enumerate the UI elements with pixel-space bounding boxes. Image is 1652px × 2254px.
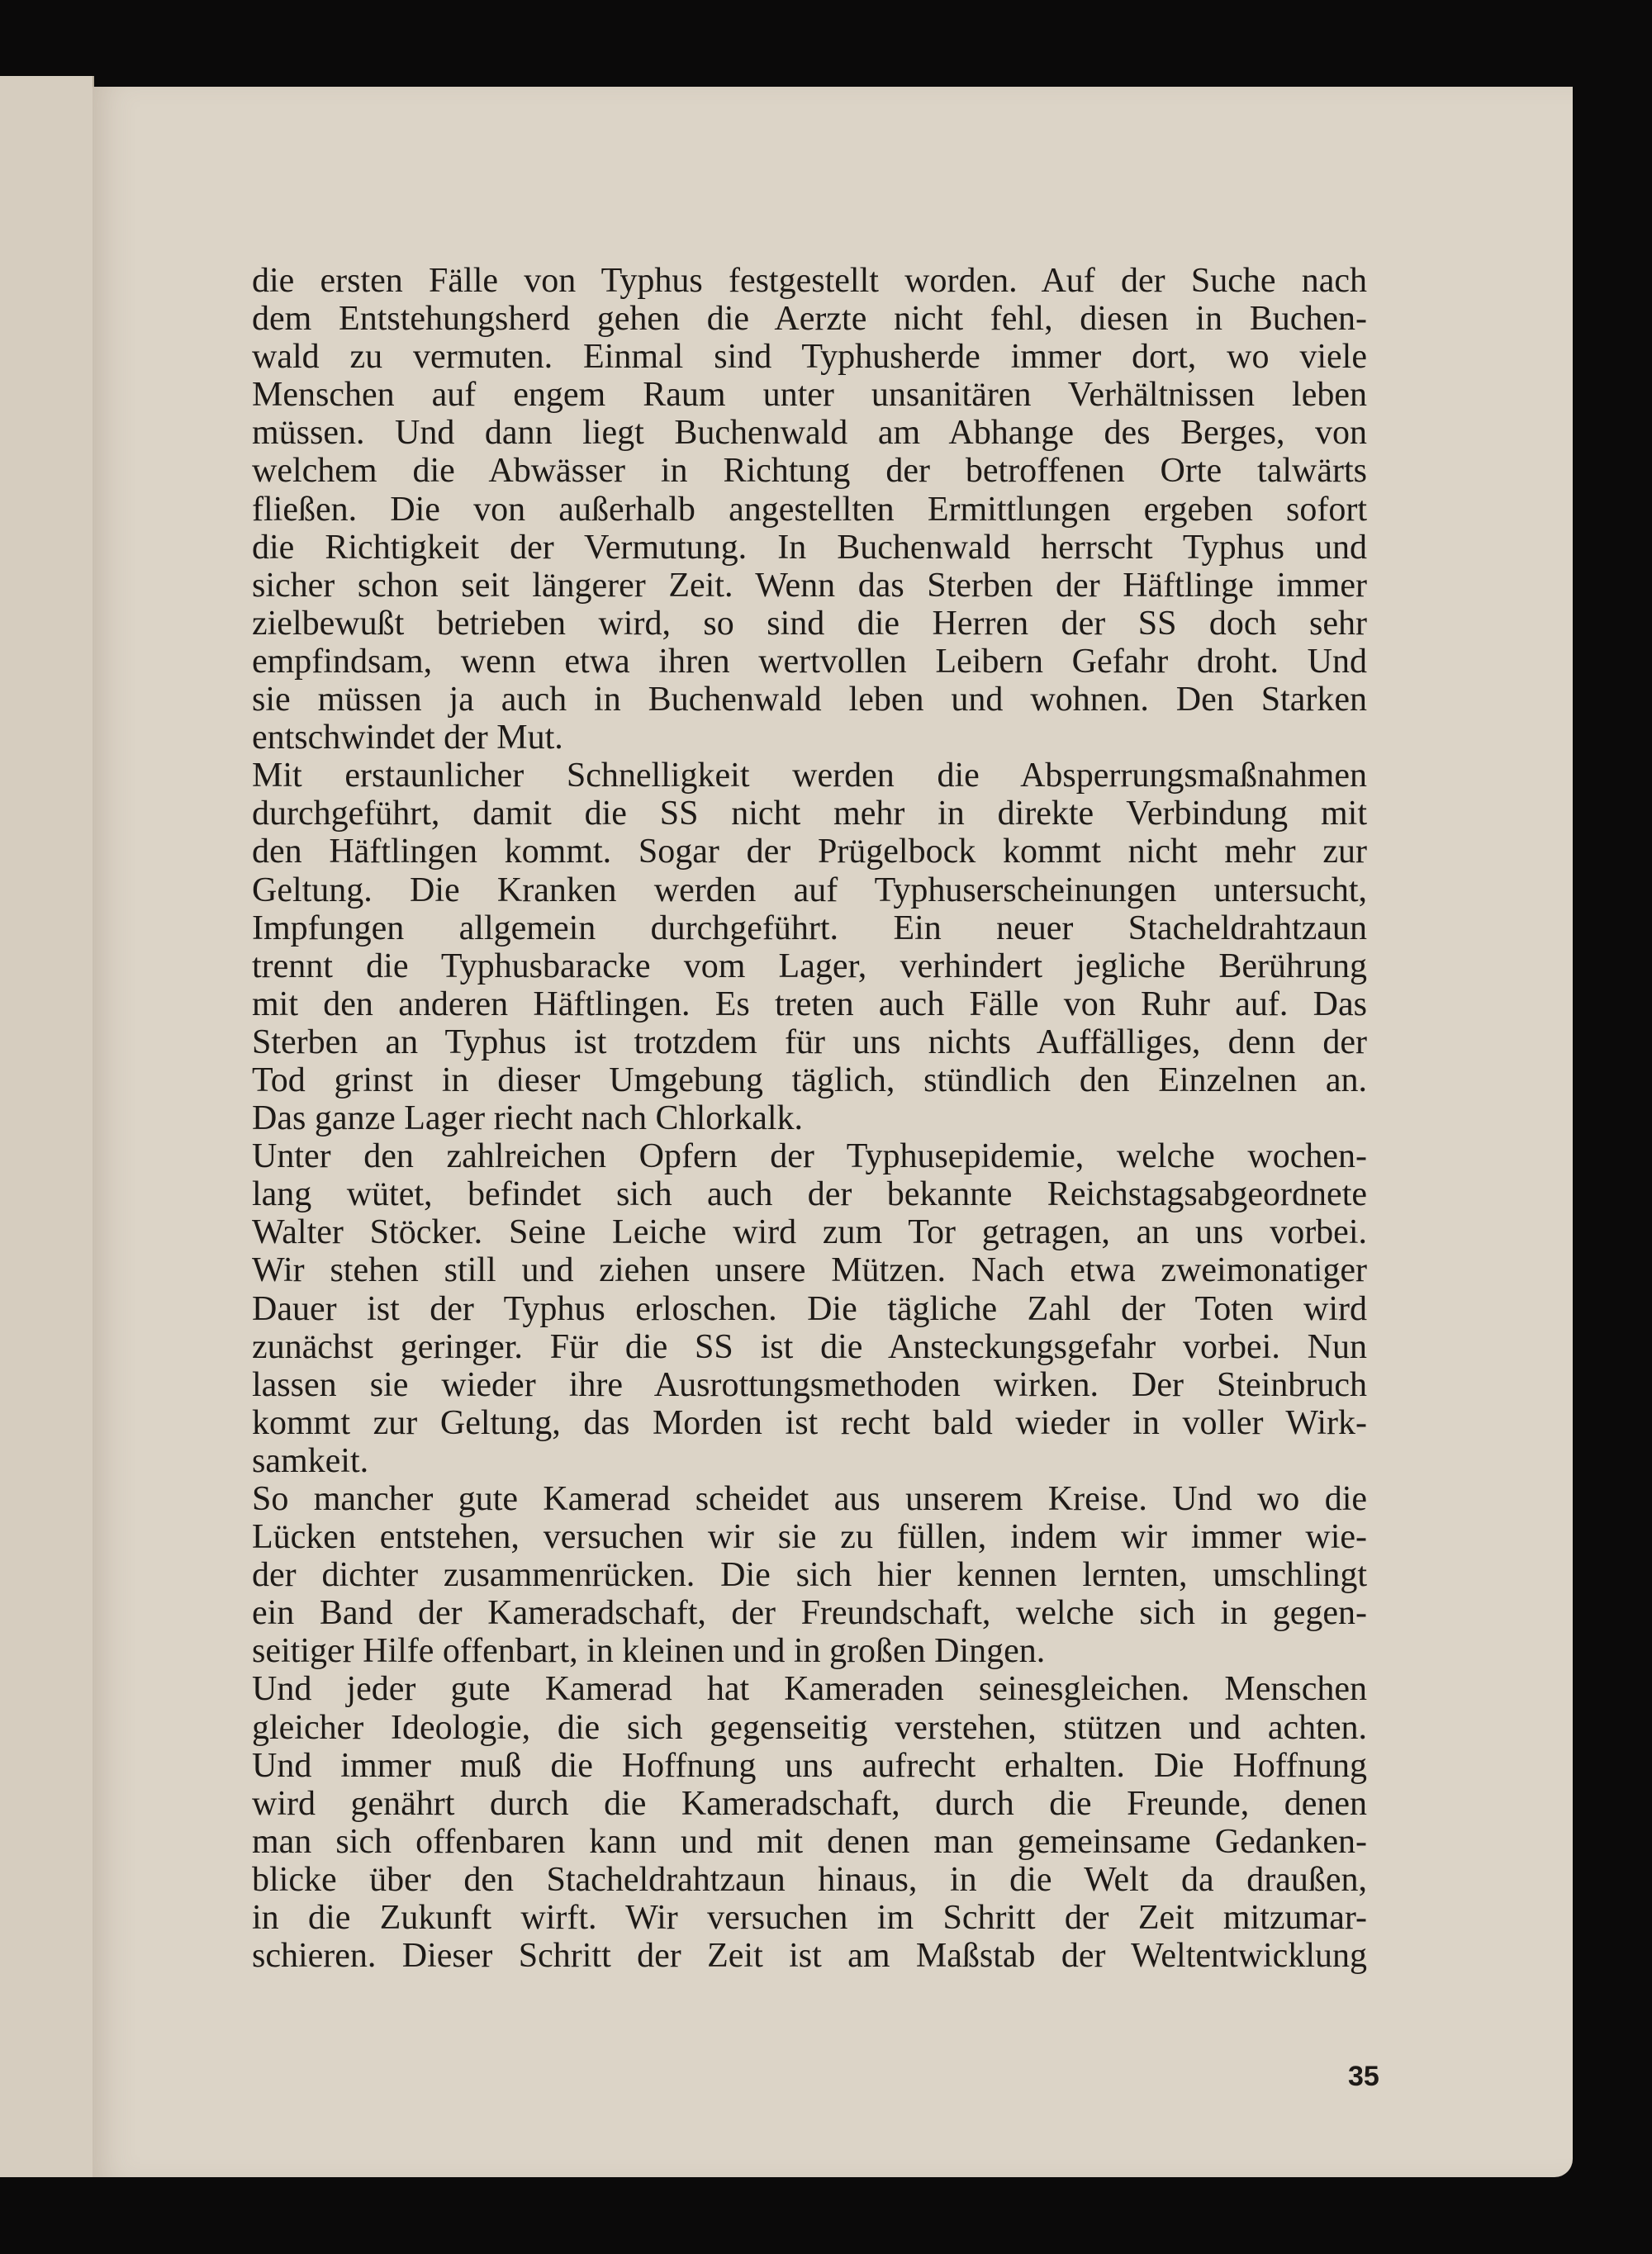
text-line: der dichter zusammenrücken. Die sich hier kennen lernten, umschlingt [252, 1556, 1367, 1595]
text-line: Dauer ist der Typhus erloschen. Die tägliche Zahl der Toten wird [252, 1289, 1367, 1328]
text-line: sicher schon seit längerer Zeit. Wenn das Sterben der Häftlinge immer [252, 566, 1367, 605]
paragraph [252, 1480, 1367, 1670]
text-line: welchem die Abwässer in Richtung der betroffenen Orte talwärts [252, 452, 1367, 491]
text-line: den Häftlingen kommt. Sogar der Prügelbock kommt nicht mehr zur [252, 833, 1367, 871]
text-line: die Richtigkeit der Vermutung. In Buchenwald herrscht Typhus und [252, 528, 1367, 567]
text-line: die ersten Fälle von Typhus festgestellt worden. Auf der Suche nach [252, 262, 1367, 300]
paragraph [252, 757, 1367, 1137]
paragraph [252, 1137, 1367, 1480]
text-line: wald zu vermuten. Einmal sind Typhusherde immer dort, wo viele [252, 338, 1367, 377]
text-line: Walter Stöcker. Seine Leiche wird zum Tor getragen, an uns vorbei. [252, 1213, 1367, 1252]
text-line: entschwindet der Mut. [252, 719, 563, 757]
text-line: mit den anderen Häftlingen. Es treten auch Fälle von Ruhr auf. Das [252, 985, 1367, 1023]
book-page [93, 87, 1573, 2177]
text-line: empfindsam, wenn etwa ihren wertvollen Leibern Gefahr droht. Und [252, 642, 1367, 681]
text-line: Unter den zahlreichen Opfern der Typhusepidemie, welche wochen- [252, 1137, 1367, 1176]
text-line: wird genährt durch die Kameradschaft, durch die Freunde, denen [252, 1784, 1367, 1823]
text-line: man sich offenbaren kann und mit denen man gemeinsame Gedanken- [252, 1822, 1367, 1861]
text-line: Lücken entstehen, versuchen wir sie zu füllen, indem wir immer wie- [252, 1518, 1367, 1557]
paragraph [252, 262, 1367, 757]
text-line: kommt zur Geltung, das Morden ist recht bald wieder in voller Wirk- [252, 1403, 1367, 1442]
text-line: So mancher gute Kamerad scheidet aus unserem Kreise. Und wo die [252, 1480, 1367, 1518]
body-text [252, 262, 1367, 1975]
text-line: Impfungen allgemein durchgeführt. Ein neuer Stacheldrahtzaun [252, 909, 1367, 947]
text-line: Geltung. Die Kranken werden auf Typhuserscheinungen untersucht, [252, 871, 1367, 909]
text-line: gleicher Ideologie, die sich gegenseitig verstehen, stützen und achten. [252, 1708, 1367, 1747]
text-line: zielbewußt betrieben wird, so sind die Herren der SS doch sehr [252, 604, 1367, 643]
text-line: dem Entstehungsherd gehen die Aerzte nicht fehl, diesen in Buchen- [252, 300, 1367, 339]
text-line: Tod grinst in dieser Umgebung täglich, stündlich den Einzelnen an. [252, 1061, 1367, 1099]
text-line: schieren. Dieser Schritt der Zeit ist am Maßstab der Weltentwicklung [252, 1937, 1367, 1976]
text-line: lang wütet, befindet sich auch der bekannte Reichstagsabgeordnete [252, 1175, 1367, 1214]
text-line: ein Band der Kameradschaft, der Freundschaft, welche sich in gegen- [252, 1594, 1367, 1633]
text-line: lassen sie wieder ihre Ausrottungsmethoden wirken. Der Steinbruch [252, 1365, 1367, 1404]
text-line: Das ganze Lager riecht nach Chlorkalk. [252, 1099, 804, 1138]
paragraph [252, 1670, 1367, 1975]
text-line: müssen. Und dann liegt Buchenwald am Abhange des Berges, von [252, 414, 1367, 453]
text-line: sie müssen ja auch in Buchenwald leben und wohnen. Den Starken [252, 681, 1367, 719]
page-number: 35 [1348, 2061, 1379, 2092]
text-line: durchgeführt, damit die SS nicht mehr in direkte Verbindung mit [252, 795, 1367, 833]
text-line: Und immer muß die Hoffnung uns aufrecht erhalten. Die Hoffnung [252, 1746, 1367, 1785]
text-line: trennt die Typhusbaracke vom Lager, verhindert jegliche Berührung [252, 947, 1367, 985]
text-line: blicke über den Stacheldrahtzaun hinaus, in die Welt da draußen, [252, 1860, 1367, 1899]
text-line: Wir stehen still und ziehen unsere Mützen. Nach etwa zweimonatiger [252, 1251, 1367, 1290]
text-line: Menschen auf engem Raum unter unsanitären Verhältnissen leben [252, 376, 1367, 415]
text-line: samkeit. [252, 1441, 369, 1480]
text-line: in die Zukunft wirft. Wir versuchen im Schritt der Zeit mitzumar- [252, 1899, 1367, 1938]
text-line: Mit erstaunlicher Schnelligkeit werden die Absperrungsmaßnahmen [252, 757, 1367, 795]
text-line: Und jeder gute Kamerad hat Kameraden seinesgleichen. Menschen [252, 1670, 1367, 1709]
text-line: fließen. Die von außerhalb angestellten Ermittlungen ergeben sofort [252, 490, 1367, 529]
text-line: seitiger Hilfe offenbart, in kleinen und in großen Dingen. [252, 1632, 1046, 1671]
text-line: Sterben an Typhus ist trotzdem für uns nichts Auffälliges, denn der [252, 1023, 1367, 1061]
facing-page-edge [0, 76, 94, 2177]
text-line: zunächst geringer. Für die SS ist die Ansteckungsgefahr vorbei. Nun [252, 1327, 1367, 1366]
